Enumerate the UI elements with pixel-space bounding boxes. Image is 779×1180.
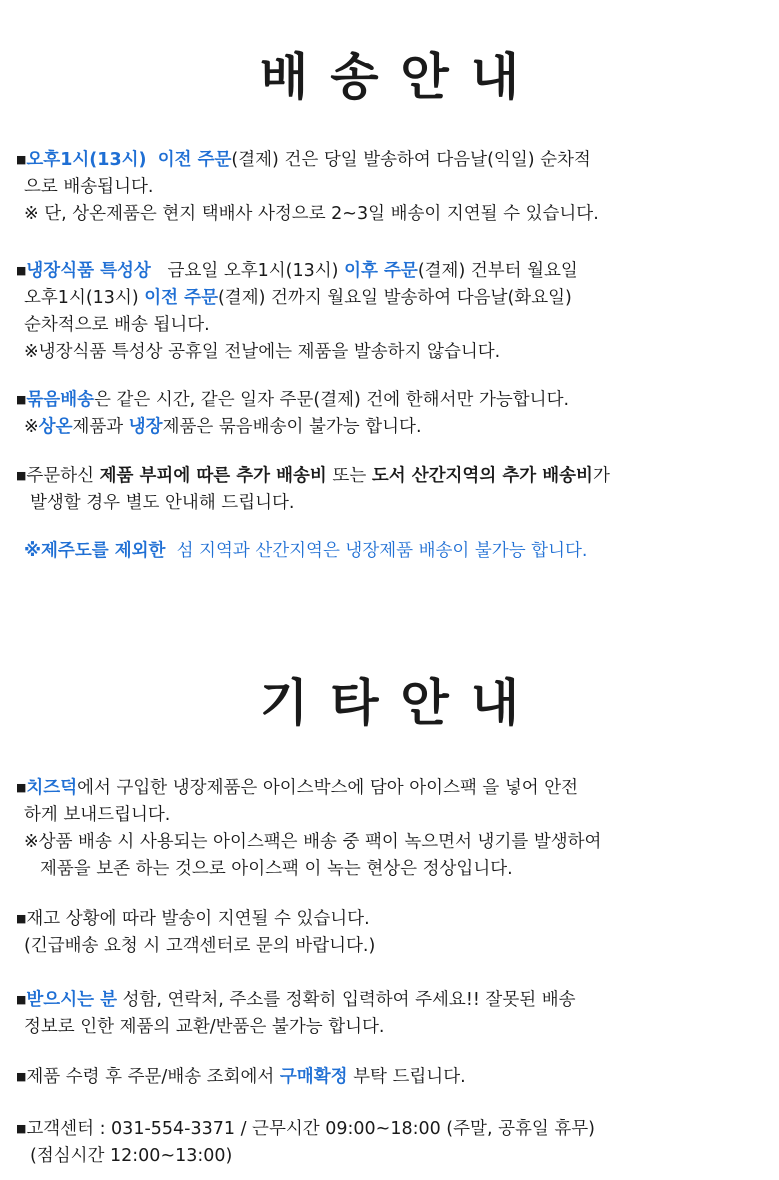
other-section-5 [16,1115,771,1170]
bold-text: 도서 산간지역의 추가 배송비 [371,466,593,486]
highlight-text: ※제주도를 제외한 [24,541,166,561]
body-text: 금요일 오후1시(13시) [167,261,339,281]
note-text: ※냉장식품 특성상 공휴일 전날에는 제품을 발송하지 않습니다. [24,342,501,362]
highlight-text: 묶음배송 [26,390,95,410]
highlight-text: 치즈덕 [26,778,78,798]
body-text: 또는 [332,466,367,486]
delivery-section-4 [16,462,771,517]
body-text: 에서 구입한 냉장제품은 아이스박스에 담아 아이스팩 을 넣어 안전 [77,778,579,798]
body-text: ※ [24,417,39,437]
other-section-1 [16,774,771,883]
bold-text: 제품 부피에 따른 추가 배송비 [99,466,327,486]
delivery-title: 배송안내 [259,48,542,106]
body-text: 하게 보내드립니다. [24,805,171,825]
body-text: 성함, 연락처, 주소를 정확히 입력하여 주세요!! 잘못된 배송 [122,990,576,1010]
highlight-text: 섬 지역과 산간지역은 냉장제품 배송이 불가능 합니다. [176,541,588,561]
body-text: 제품은 묶음배송이 불가능 합니다. [162,417,422,437]
delivery-section-2 [16,257,771,366]
body-text: 정보로 인한 제품의 교환/반품은 불가능 합니다. [24,1017,385,1037]
highlight-text: 오후1시(13시) [26,150,147,170]
highlight-text: 이전 주문 [144,288,218,308]
body-text: 발생할 경우 별도 안내해 드립니다. [30,493,295,513]
highlight-text: 상온 [38,417,73,437]
body-text: 제품 수령 후 주문/배송 조회에서 [26,1067,275,1087]
body-text: 오후1시(13시) [24,288,139,308]
other-section-4 [16,1063,771,1091]
body-text: 순차적으로 배송 됩니다. [24,315,210,335]
bullet-icon: ■ [16,393,27,406]
other-section-3 [16,986,771,1041]
body-text: 으로 배송됩니다. [24,177,154,197]
bullet-icon: ■ [16,153,27,166]
delivery-section-3 [16,386,771,441]
highlight-text: 냉장 [128,417,163,437]
note-text: 제품을 보존 하는 것으로 아이스팩 이 녹는 현상은 정상입니다. [40,859,513,879]
highlight-text: 받으시는 분 [26,990,118,1010]
highlight-text: 냉장식품 특성상 [26,261,151,281]
body-text: (결제) 건부터 월요일 [417,261,578,281]
body-text: (결제) 건까지 월요일 발송하여 다음날(화요일) [217,288,572,308]
highlight-text: 구매확정 [279,1067,348,1087]
other-section-2 [16,905,771,960]
bullet-icon: ■ [16,781,27,794]
bullet-icon: ■ [16,264,27,277]
bullet-icon: ■ [16,993,27,1006]
body-text: (결제) 건은 당일 발송하여 다음날(익일) 순차적 [231,150,591,170]
highlight-text: 이후 주문 [344,261,418,281]
body-text: 가 [592,466,610,486]
bullet-icon: ■ [16,1122,27,1135]
delivery-section-5 [16,538,771,565]
bullet-icon: ■ [16,912,27,925]
body-text: (긴급배송 요청 시 고객센터로 문의 바랍니다.) [24,936,376,956]
body-text: 재고 상황에 따라 발송이 지연될 수 있습니다. [26,909,370,929]
body-text: 주문하신 [26,466,95,486]
delivery-section-1 [16,146,771,228]
note-text: ※ 단, 상온제품은 현지 택배사 사정으로 2~3일 배송이 지연될 수 있습니다. [24,204,599,224]
bullet-icon: ■ [16,469,27,482]
other-title: 기타안내 [259,674,542,732]
highlight-text: 이전 주문 [157,150,232,170]
contact-text: 고객센터 : 031-554-3371 / 근무시간 09:00~18:00 (주말, 공휴일 휴무) [26,1119,595,1139]
body-text: 은 같은 시간, 같은 일자 주문(결제) 건에 한해서만 가능합니다. [94,390,570,410]
note-text: ※상품 배송 시 사용되는 아이스팩은 배송 중 팩이 녹으면서 냉기를 발생하여 [24,832,602,852]
lunch-hours-text: (점심시간 12:00~13:00) [30,1146,233,1166]
body-text: 부탁 드립니다. [353,1067,466,1087]
body-text: 제품과 [72,417,124,437]
bullet-icon: ■ [16,1070,27,1083]
